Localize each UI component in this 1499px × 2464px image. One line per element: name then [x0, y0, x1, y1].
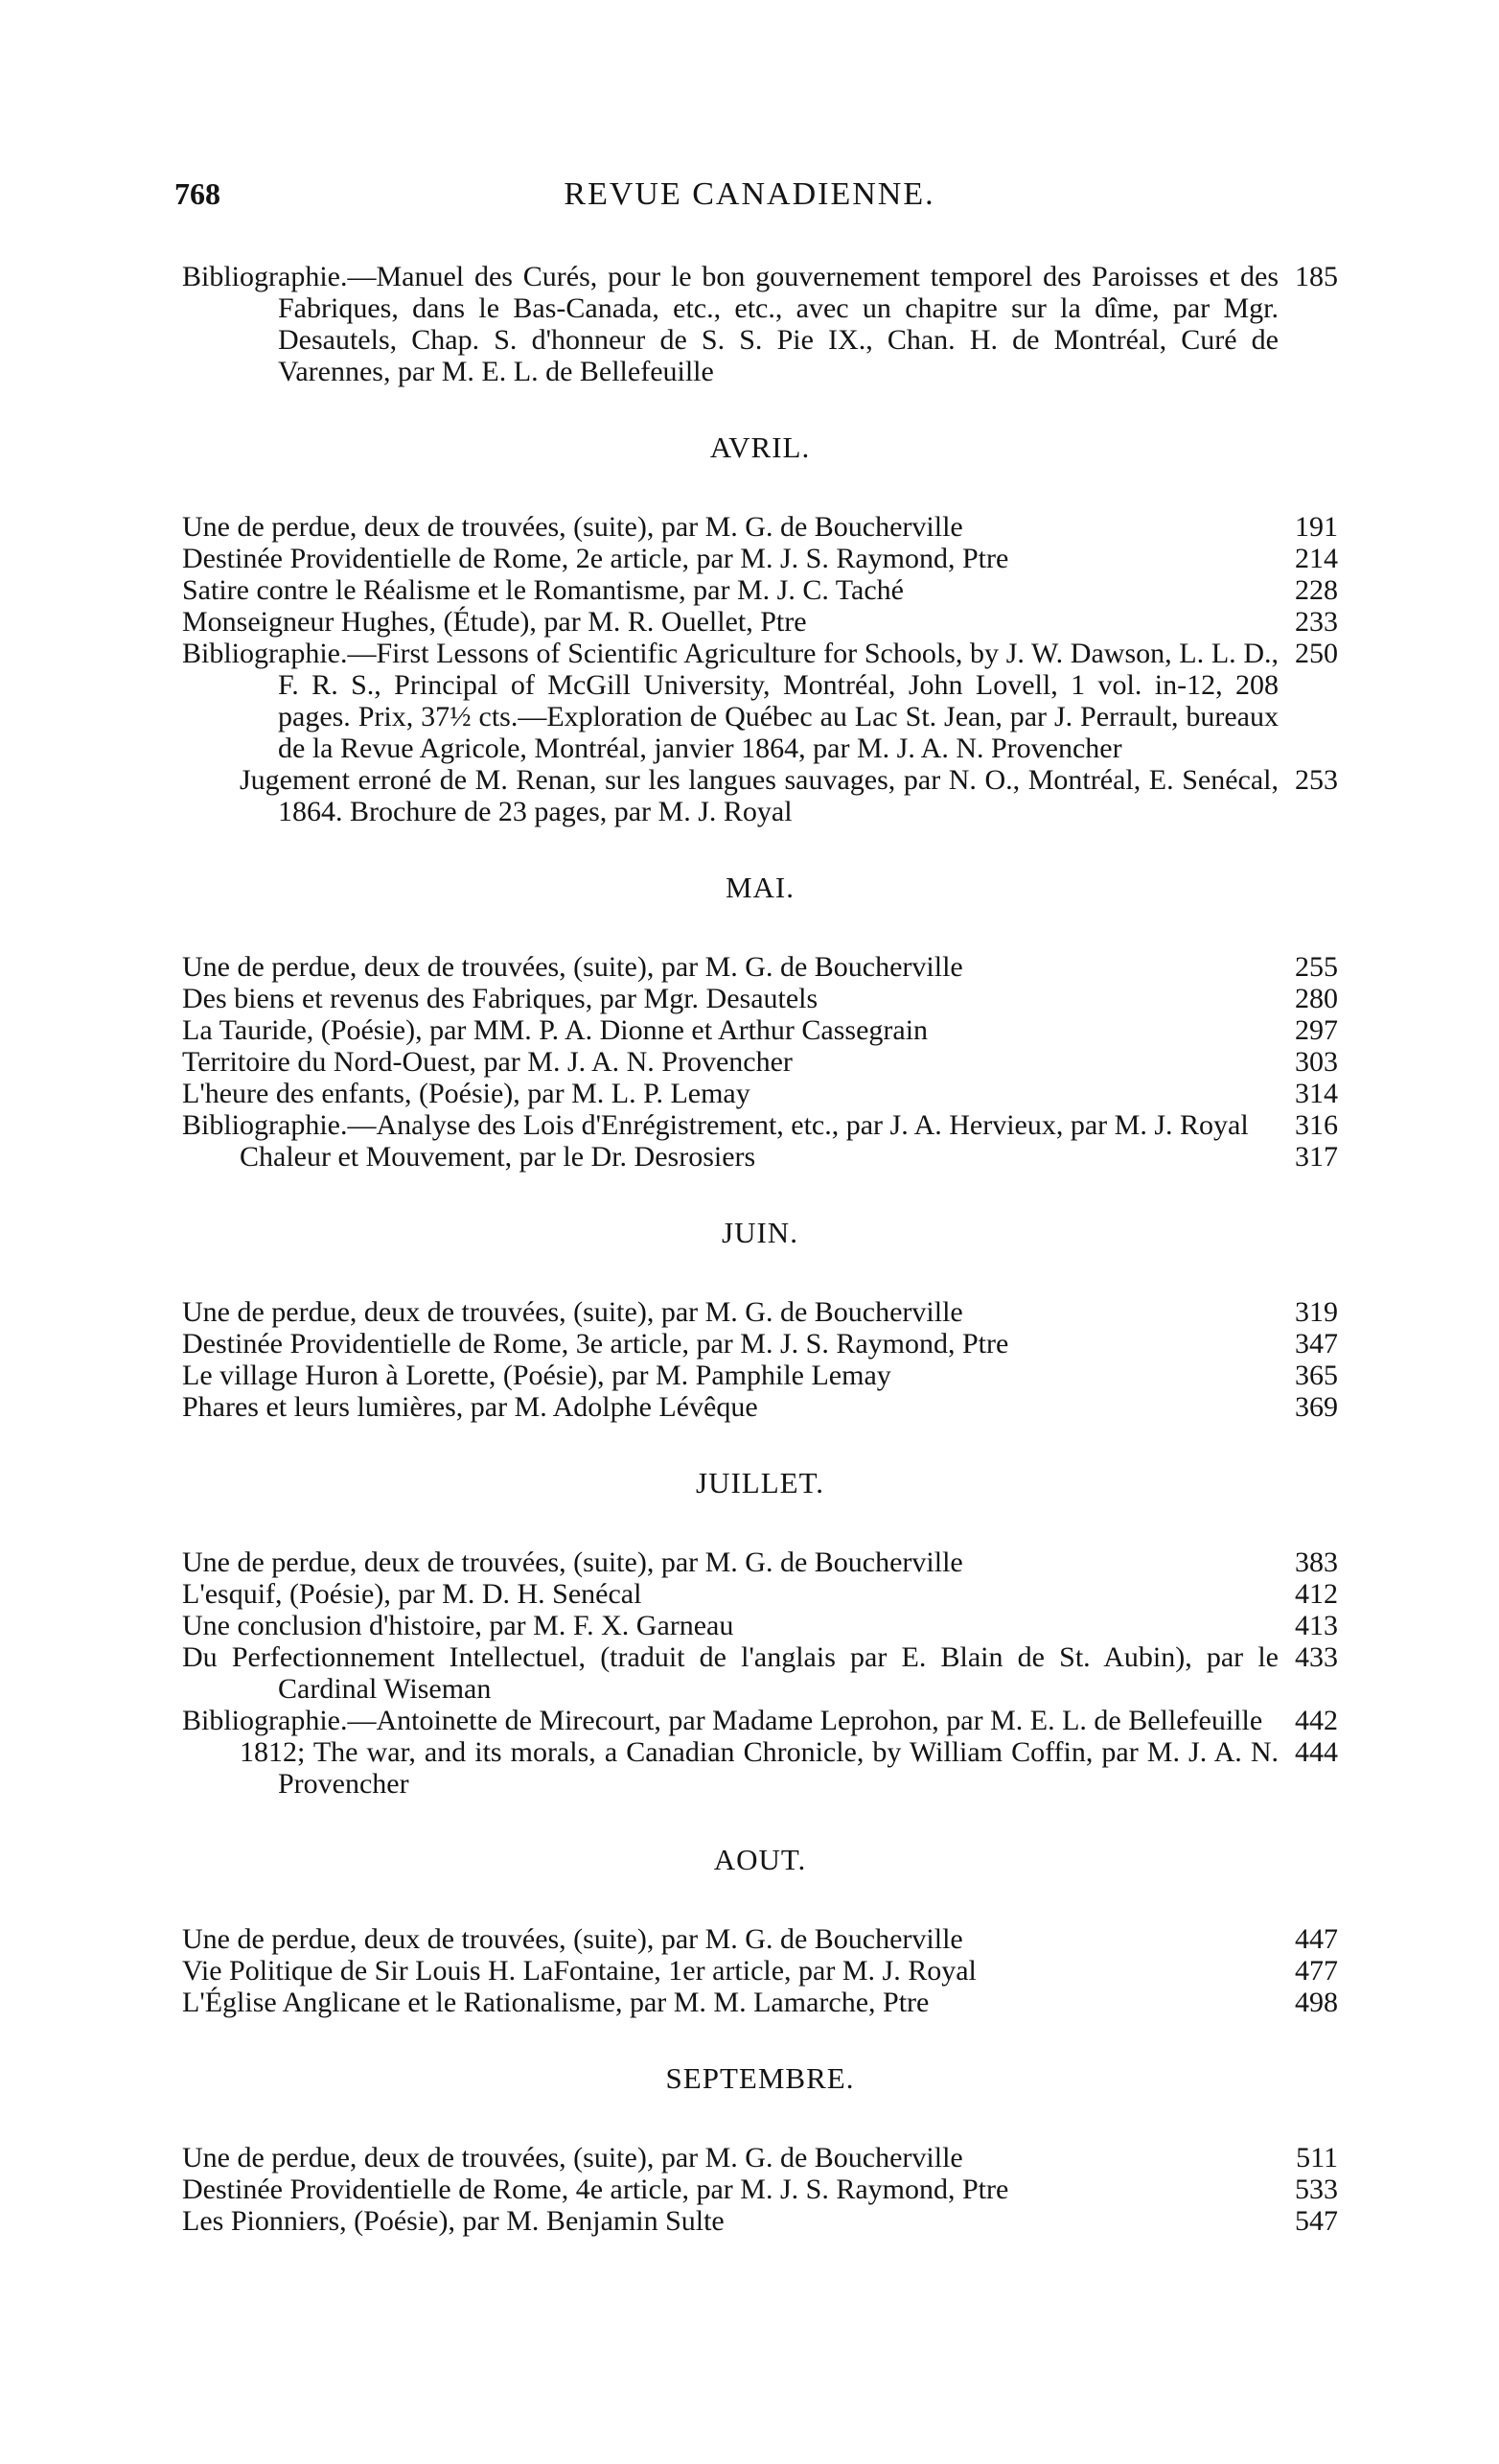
entry-page-number: 369 [1295, 1391, 1338, 1423]
toc-entry [182, 638, 1338, 764]
toc-entry [182, 261, 1338, 387]
toc-entry [182, 1328, 1338, 1360]
entry-page-number: 412 [1295, 1578, 1338, 1610]
entry-page-number: 253 [1295, 764, 1338, 796]
toc-entry [182, 1546, 1338, 1578]
toc-entry [182, 1360, 1338, 1391]
entry-page-number: 233 [1295, 606, 1338, 638]
toc-entry [182, 606, 1338, 638]
toc-entry [182, 1923, 1338, 1955]
toc-entry [182, 1046, 1338, 1078]
entry-text: Les Pionniers, (Poésie), par M. Benjamin Sulte [182, 2205, 725, 2237]
entry-text: Une conclusion d'histoire, par M. F. X. Garneau [182, 1610, 734, 1641]
entry-page-number: 442 [1295, 1705, 1338, 1736]
entry-text: Une de perdue, deux de trouvées, (suite), par M. G. de Boucherville [182, 511, 963, 543]
month-heading: AVRIL. [709, 430, 811, 464]
month-heading: JUILLET. [696, 1466, 824, 1499]
month-section [182, 2062, 1338, 2237]
toc-entry [182, 1391, 1338, 1423]
toc-entry [182, 1955, 1338, 1987]
entry-page-number: 511 [1296, 2142, 1338, 2173]
entry-page-number: 365 [1295, 1360, 1338, 1391]
entry-text: L'esquif, (Poésie), par M. D. H. Senécal [182, 1578, 642, 1610]
entry-text: Une de perdue, deux de trouvées, (suite), par M. G. de Boucherville [182, 2142, 963, 2173]
entry-page-number: 498 [1295, 1987, 1338, 2018]
entry-text: Le village Huron à Lorette, (Poésie), par M. Pamphile Lemay [182, 1360, 891, 1391]
toc-entry [182, 574, 1338, 606]
entry-page-number: 280 [1295, 983, 1338, 1014]
entry-page-number: 477 [1295, 1955, 1338, 1987]
entry-page-number: 347 [1295, 1328, 1338, 1360]
entry-text: L'Église Anglicane et le Rationalisme, par M. M. Lamarche, Ptre [182, 1987, 930, 2018]
toc-entry [182, 2173, 1338, 2205]
page-header [174, 178, 1325, 217]
toc-entry [182, 511, 1338, 543]
entry-text: Une de perdue, deux de trouvées, (suite), par M. G. de Boucherville [182, 1923, 963, 1955]
entry-page-number: 444 [1295, 1736, 1338, 1768]
entry-page-number: 255 [1295, 951, 1338, 983]
entry-text: Bibliographie.—Manuel des Curés, pour le bon gouvernement temporel des Paroisses et des Fabriques, dans le Bas-Canada, etc., etc., avec un chapitre sur la dîme, par Mgr. Desautels, Chap. S. d'honneur de S. S. Pie IX., Chan. H. de Montréal, Curé de Varennes, par M. E. L. de Bellefeuille [182, 261, 1279, 387]
entry-text: Des biens et revenus des Fabriques, par Mgr. Desautels [182, 983, 819, 1014]
entry-text: Phares et leurs lumières, par M. Adolphe Lévêque [182, 1391, 758, 1423]
entry-text: Monseigneur Hughes, (Étude), par M. R. Ouellet, Ptre [182, 606, 807, 638]
entry-text: Une de perdue, deux de trouvées, (suite), par M. G. de Boucherville [182, 1296, 963, 1328]
entry-text: Du Perfectionnement Intellectuel, (traduit de l'anglais par E. Blain de St. Aubin), par le Cardinal Wiseman [182, 1641, 1279, 1705]
entry-text: L'heure des enfants, (Poésie), par M. L. P. Lemay [182, 1078, 750, 1109]
entry-page-number: 547 [1295, 2205, 1338, 2237]
toc-entry [182, 764, 1338, 827]
entry-text: Destinée Providentielle de Rome, 4e article, par M. J. S. Raymond, Ptre [182, 2173, 1009, 2205]
page-number: 768 [174, 176, 220, 211]
entry-text: 1812; The war, and its morals, a Canadian Chronicle, by William Coffin, par M. J. A. N. Provencher [240, 1736, 1279, 1800]
month-heading: MAI. [725, 871, 796, 904]
toc-entry [182, 1641, 1338, 1705]
toc-entry [182, 2142, 1338, 2173]
entry-text: Destinée Providentielle de Rome, 3e article, par M. J. S. Raymond, Ptre [182, 1328, 1009, 1360]
toc-entry [182, 1296, 1338, 1328]
month-heading: AOUT. [713, 1843, 807, 1876]
entry-text: Chaleur et Mouvement, par le Dr. Desrosiers [240, 1141, 756, 1173]
toc-entry [182, 1987, 1338, 2018]
entry-text: Jugement erroné de M. Renan, sur les langues sauvages, par N. O., Montréal, E. Senécal, 1864. Brochure de 23 pages, par M. J. Royal [240, 764, 1279, 827]
entry-text: Une de perdue, deux de trouvées, (suite), par M. G. de Boucherville [182, 951, 963, 983]
table-of-contents [182, 261, 1338, 2237]
toc-entry [182, 1109, 1338, 1141]
entry-page-number: 228 [1295, 574, 1338, 606]
entry-page-number: 303 [1295, 1046, 1338, 1078]
month-heading: SEPTEMBRE. [665, 2061, 855, 2095]
month-section [182, 431, 1338, 827]
month-heading: JUIN. [722, 1216, 798, 1249]
entry-text: Territoire du Nord-Ouest, par M. J. A. N. Provencher [182, 1046, 793, 1078]
entry-page-number: 383 [1295, 1546, 1338, 1578]
toc-entry [182, 951, 1338, 983]
entry-text: Bibliographie.—Analyse des Lois d'Enrégistrement, etc., par J. A. Hervieux, par M. J. Royal [182, 1109, 1249, 1141]
toc-entry [182, 2205, 1338, 2237]
toc-entry [182, 1014, 1338, 1046]
entry-page-number: 317 [1295, 1141, 1338, 1173]
toc-entry [182, 1078, 1338, 1109]
entry-page-number: 433 [1295, 1641, 1338, 1673]
month-section [182, 1844, 1338, 2018]
toc-entry [182, 983, 1338, 1014]
entry-text: Bibliographie.—First Lessons of Scientific Agriculture for Schools, by J. W. Dawson, L. L. D., F. R. S., Principal of McGill University, Montréal, John Lovell, 1 vol. in-12, 208 pages. Prix, 37½ cts.—Exploration de Québec au Lac St. Jean, par J. Perrault, bureaux de la Revue Agricole, Montréal, janvier 1864, par M. J. A. N. Provencher [182, 638, 1279, 764]
month-section [182, 1217, 1338, 1423]
entry-text: Vie Politique de Sir Louis H. LaFontaine, 1er article, par M. J. Royal [182, 1955, 977, 1987]
toc-entry [182, 1578, 1338, 1610]
toc-entry [182, 1610, 1338, 1641]
toc-entry [182, 1736, 1338, 1800]
month-section [182, 1467, 1338, 1800]
month-section [182, 872, 1338, 1173]
running-title: REVUE CANADIENNE. [564, 176, 935, 212]
month-sections [182, 431, 1338, 2237]
entry-page-number: 297 [1295, 1014, 1338, 1046]
entry-page-number: 314 [1295, 1078, 1338, 1109]
entry-page-number: 413 [1295, 1610, 1338, 1641]
toc-entry [182, 1705, 1338, 1736]
entry-page-number: 533 [1295, 2173, 1338, 2205]
entry-page-number: 250 [1295, 638, 1338, 669]
entry-page-number: 191 [1295, 511, 1338, 543]
entry-page-number: 319 [1295, 1296, 1338, 1328]
entry-page-number: 447 [1295, 1923, 1338, 1955]
entry-page-number: 214 [1295, 543, 1338, 574]
entry-text: Bibliographie.—Antoinette de Mirecourt, par Madame Leprohon, par M. E. L. de Bellefeuille [182, 1705, 1263, 1736]
toc-entry [182, 1141, 1338, 1173]
entry-text: Satire contre le Réalisme et le Romantisme, par M. J. C. Taché [182, 574, 904, 606]
entry-text: Une de perdue, deux de trouvées, (suite), par M. G. de Boucherville [182, 1546, 963, 1578]
entry-text: Destinée Providentielle de Rome, 2e article, par M. J. S. Raymond, Ptre [182, 543, 1009, 574]
toc-entry [182, 543, 1338, 574]
entry-page-number: 316 [1295, 1109, 1338, 1141]
entry-text: La Tauride, (Poésie), par MM. P. A. Dionne et Arthur Cassegrain [182, 1014, 929, 1046]
entry-page-number: 185 [1295, 261, 1338, 292]
